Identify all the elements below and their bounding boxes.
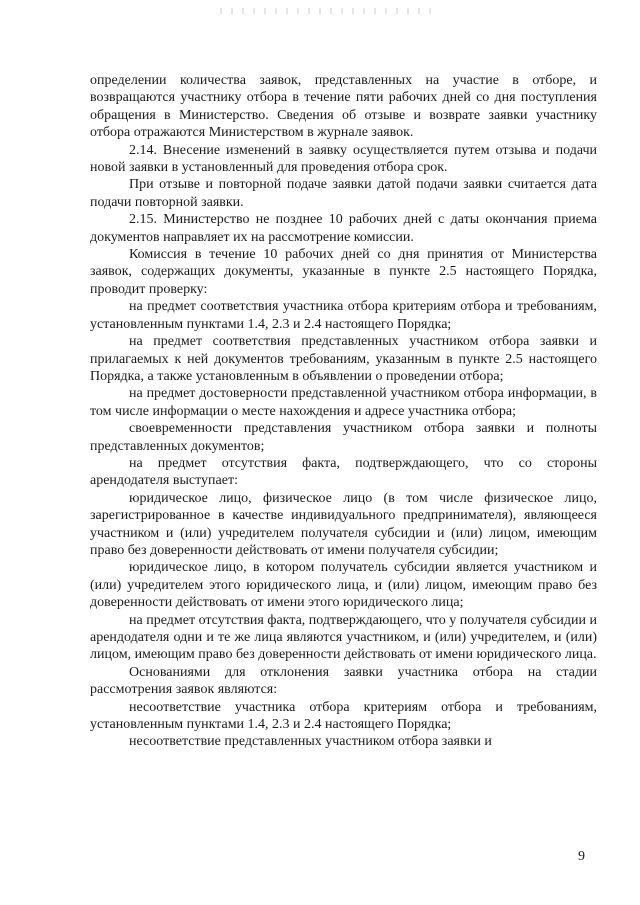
sublist-item-legal-entity: юридическое лицо, в котором получатель субсидии является участником и (или) учредителем этого юридического лица, и (или) лицом, имеющим право без доверенности действовать от имени этого юридического лица; [90, 560, 597, 611]
paragraph-commission-check: Комиссия в течение 10 рабочих дней со дня принятия от Министерства заявок, содержащих документы, указанные в пункте 2.5 настоящего Порядка, проводит проверку: [90, 247, 597, 297]
list-item-reliability: на предмет достоверности представленной участником отбора информации, в том числе информации о месте нахождения и адресе участника отбора; [90, 386, 597, 419]
list-item-timeliness: своевременности представления участником отбора заявки и полноты представленных документов; [90, 421, 597, 454]
paragraph-2-15: 2.15. Министерство не позднее 10 рабочих дней с даты окончания приема документов направляет их на рассмотрение комиссии. [90, 212, 597, 245]
list-item-landlord: на предмет отсутствия факта, подтверждающего, что со стороны арендодателя выступает: [90, 455, 597, 489]
paragraph-continuation: определении количества заявок, представленных на участие в отборе, и возвращаются участнику отбора в течение пяти рабочих дней со дня поступления обращения в Министерство. Сведения об отзыве и возврате заявки участнику отбора отражаются Министерством в журнале заявок. [90, 73, 597, 141]
sublist-item-individual: юридическое лицо, физическое лицо (в том числе физическое лицо, зарегистрированное в качестве индивидуального предпринимателя), являющееся участником и (или) учредителем получателя субсидии и (или) лицом, имеющим право без доверенности действовать от имени получателя субсидии; [90, 490, 597, 558]
scan-artifact [220, 8, 440, 14]
page-number: 9 [578, 849, 585, 864]
list-item-same-persons: на предмет отсутствия факта, подтверждающего, что у получателя субсидии и арендодателя одни и те же лица являются участником, и (или) учредителем, и (или) лицом, имеющим право без доверенности действовать от имени юридического лица. [90, 612, 597, 663]
document-body [90, 72, 597, 751]
paragraph-2-14: 2.14. Внесение изменений в заявку осуществляется путем отзыва и подачи новой заявки в установленный для проведения отбора срок. [90, 142, 597, 176]
paragraph-withdrawal-date: При отзыве и повторной подаче заявки датой подачи заявки считается дата подачи повторной заявки. [90, 177, 597, 210]
paragraph-rejection-grounds: Основаниями для отклонения заявки участника отбора на стадии рассмотрения заявок являются: [90, 664, 597, 698]
list-item-noncompliance-documents: несоответствие представленных участником отбора заявки и [129, 734, 492, 750]
list-item-noncompliance-criteria: несоответствие участника отбора критериям отбора и требованиям, установленным пунктами 1.4, 2.3 и 2.4 настоящего Порядка; [90, 699, 597, 733]
list-item-documents: на предмет соответствия представленных участником отбора заявки и прилагаемых к ней документов требованиям, указанным в пункте 2.5 настоящего Порядка, а также установленным в объявлении о проведении отбора; [90, 334, 597, 384]
list-item-criteria: на предмет соответствия участника отбора критериям отбора и требованиям, установленным пунктами 1.4, 2.3 и 2.4 настоящего Порядка; [90, 299, 597, 332]
